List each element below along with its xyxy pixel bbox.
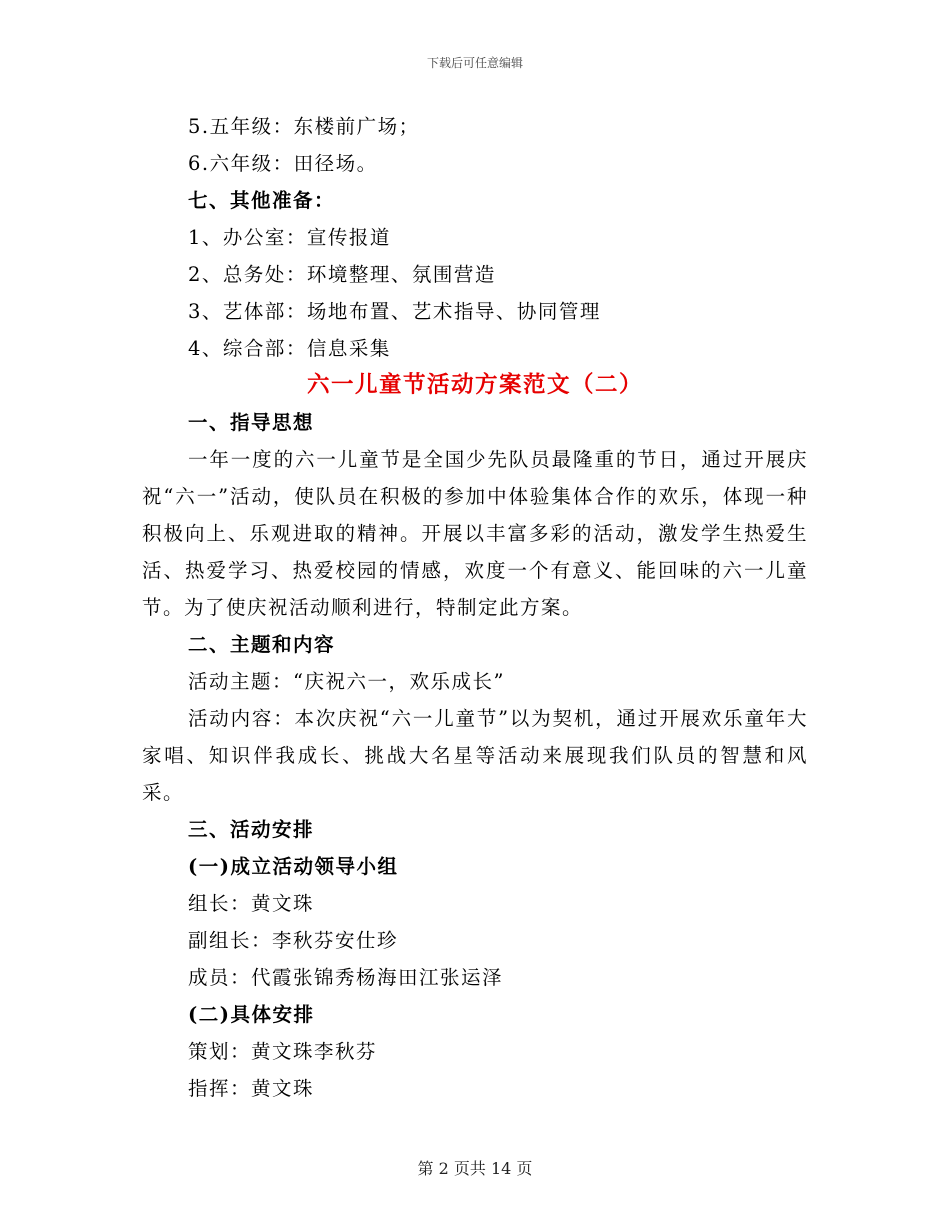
subsection-leadership-group: (一)成立活动领导小组	[188, 855, 399, 878]
section-2-heading: 二、主题和内容	[188, 633, 336, 656]
section-7-heading: 七、其他准备：	[188, 189, 336, 212]
command-staff: 指挥：黄文珠	[188, 1077, 315, 1100]
venue-grade-5: 5.五年级：东楼前广场；	[188, 115, 420, 138]
group-members: 成员：代霞张锦秀杨海田江张运泽	[188, 966, 504, 989]
planning-staff: 策划：黄文珠李秋芬	[188, 1040, 378, 1063]
section-1-heading: 一、指导思想	[188, 411, 315, 434]
vice-group-leader: 副组长：李秋芬安仕珍	[188, 929, 399, 952]
activity-theme: 活动主题：“庆祝六一，欢乐成长”	[188, 670, 505, 693]
prep-item-office: 1、办公室：宣传报道	[188, 226, 391, 249]
venue-grade-6: 6.六年级：田径场。	[188, 152, 378, 175]
section-3-heading: 三、活动安排	[188, 818, 315, 841]
document-title: 六一儿童节活动方案范文（二）	[306, 372, 643, 398]
section-1-paragraph-text: 一年一度的六一儿童节是全国少先队员最隆重的节日，通过开展庆祝“六一”活动，使队员在积极的参加中体验集体合作的欢乐，体现一种积极向上、乐观进取的精神。开展以丰富多彩的活动，激发学生热爱生活、热爱学习、热爱校园的情感，欢度一个有意义、能回味的六一儿童节。为了使庆祝活动顺利进行，特制定此方案。	[142, 448, 808, 619]
prep-item-general-affairs: 2、总务处：环境整理、氛围营造	[188, 263, 496, 286]
activity-content-paragraph	[142, 700, 808, 811]
prep-item-arts-sports: 3、艺体部：场地布置、艺术指导、协同管理	[188, 300, 601, 323]
prep-item-comprehensive: 4、综合部：信息采集	[188, 337, 391, 360]
activity-content-text: 活动内容：本次庆祝“六一儿童节”以为契机，通过开展欢乐童年大家唱、知识伴我成长、挑战大名星等活动来展现我们队员的智慧和风采。	[142, 707, 808, 804]
page-header-note: 下载后可任意编辑	[426, 56, 523, 70]
document-body	[142, 108, 808, 1107]
page-number-footer: 第 2 页共 14 页	[417, 1159, 533, 1178]
subsection-specific-arrangements: (二)具体安排	[188, 1003, 315, 1026]
group-leader: 组长：黄文珠	[188, 892, 315, 915]
section-1-paragraph	[142, 441, 808, 626]
